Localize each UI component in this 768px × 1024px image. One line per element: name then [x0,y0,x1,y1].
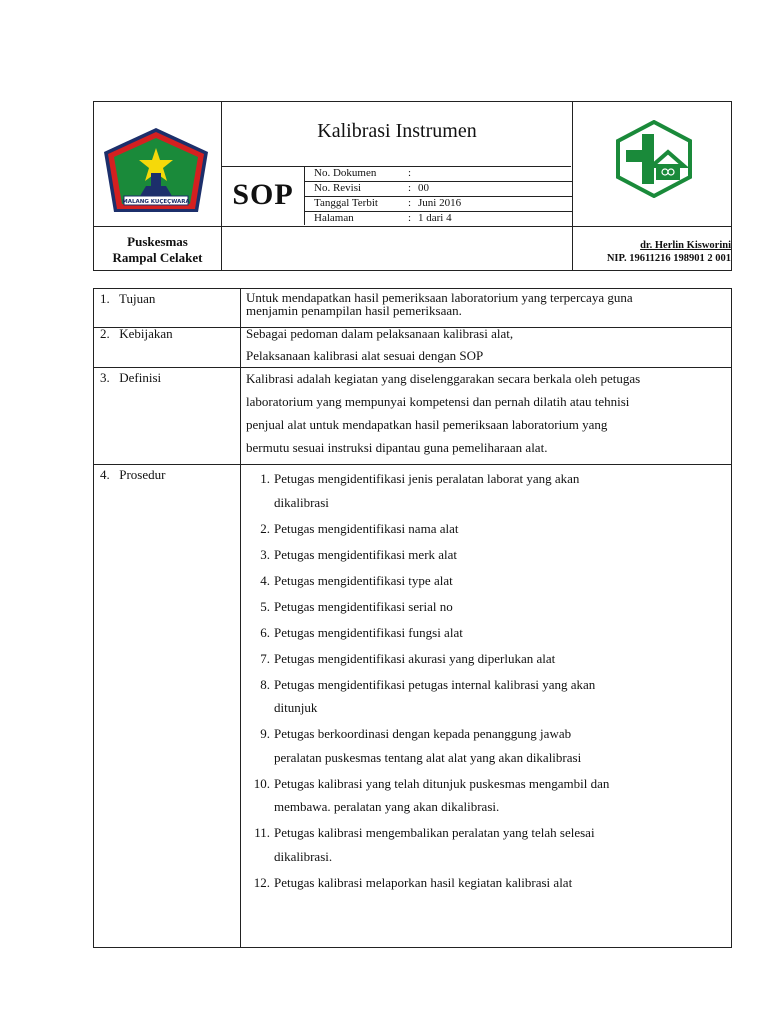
sop-label: SOP [232,178,294,211]
text-line: Sebagai pedoman dalam pelaksanaan kalibrasi alat, [246,326,514,341]
meta-value: 00 [418,182,429,194]
text-line: Kalibrasi adalah kegiatan yang diselenggarakan secara berkala oleh petugas [246,371,641,386]
meta-label: No. Revisi [314,182,362,194]
section-label-definisi [100,370,161,386]
organization-line: Puskesmas [127,234,188,249]
meta-row-document-number [312,166,572,181]
step-number: 7. [260,650,270,666]
step-line: Petugas mengidentifikasi serial no [274,598,453,614]
step-number: 4. [260,572,270,588]
section-label-kebijakan [100,326,173,342]
section-number: 2. [100,326,110,341]
step-number: 3. [260,546,270,562]
step-line: ditunjuk [274,700,318,715]
section-text-tujuan [246,291,726,317]
signer-block [573,239,731,265]
step-line: Petugas mengidentifikasi akurasi yang diperlukan alat [274,650,556,666]
step-line: Petugas mengidentifikasi jenis peralatan laborat yang akan [274,471,580,486]
step-line: Petugas mengidentifikasi nama alat [274,520,459,536]
step-number: 12. [253,874,270,890]
procedure-step [246,772,726,819]
procedure-step [246,871,726,895]
meta-colon: : [408,167,412,179]
step-line: dikalibrasi [274,494,329,510]
step-line: Petugas kalibrasi mengembalikan peralatan yang telah selesai [274,825,595,840]
section-title: Kebijakan [119,326,173,341]
meta-value: 1 dari 4 [418,212,452,224]
step-line: peralatan puskesmas tentang alat alat yang akan dikalibrasi [274,749,582,765]
step-number: 5. [260,598,270,614]
procedure-step [246,569,726,593]
svg-text:MALANG KUÇEÇWARA: MALANG KUÇEÇWARA [122,199,190,205]
procedure-step [246,673,726,720]
section-number: 4. [100,467,110,482]
malang-emblem-logo [100,126,212,216]
meta-colon: : [408,197,412,209]
section-label-tujuan [100,291,155,307]
text-line: laboratorium yang mempunyai kompetensi dan pernah dilatih atau tehnisi [246,394,630,409]
procedure-step [246,595,726,619]
step-line: Petugas mengidentifikasi merk alat [274,546,458,562]
step-number: 8. [260,676,270,692]
meta-row-page [312,211,572,226]
signer-name: dr. Herlin Kisworini [640,240,731,251]
text-line: penjual alat untuk mendapatkan hasil pemeriksaan laboratorium yang [246,417,608,432]
step-line: Petugas mengidentifikasi type alat [274,572,453,588]
step-line: Petugas mengidentifikasi fungsi alat [274,624,463,640]
text-line: Untuk mendapatkan hasil pemeriksaan laboratorium yang terpercaya guna [246,290,633,305]
procedure-step [246,821,726,868]
step-number: 6. [260,624,270,640]
step-number: 10. [253,775,270,791]
meta-row-revision [312,181,572,196]
organization-line: Rampal Celaket [112,250,203,265]
section-title: Definisi [119,370,162,385]
section-text-kebijakan [246,323,726,367]
text-line: bermutu sesuai instruksi dipantau guna pemeliharaan alat. [246,440,548,455]
meta-colon: : [408,212,412,224]
puskesmas-logo [614,120,694,198]
header-divider [94,226,731,227]
procedure-step [246,722,726,769]
step-number: 11. [254,825,270,840]
procedure-step [246,543,726,567]
meta-label: Halaman [314,212,354,224]
step-line: Petugas kalibrasi yang telah ditunjuk puskesmas mengambil dan [274,775,610,791]
section-text-definisi [246,367,726,459]
text-line: Pelaksanaan kalibrasi alat sesuai dengan SOP [246,348,484,363]
section-label-prosedur [100,467,165,483]
procedure-step [246,517,726,541]
meta-colon: : [408,182,412,194]
step-line: dikalibrasi. [274,848,333,864]
document-title: Kalibrasi Instrumen [317,120,477,142]
column-divider [240,289,241,947]
signer-nip: NIP. 19611216 198901 2 001 [606,253,731,264]
section-title: Prosedur [119,467,166,482]
text-line: menjamin penampilan hasil pemeriksaan. [246,303,462,318]
meta-label: No. Dokumen [314,167,377,179]
procedure-step [246,467,726,514]
procedure-step [246,621,726,645]
step-number: 1. [260,471,270,486]
step-line: Petugas kalibrasi melaporkan hasil kegiatan kalibrasi alat [274,874,573,890]
meta-label: Tanggal Terbit [314,197,378,209]
section-number: 1. [100,291,110,306]
sop-content-table [93,288,732,948]
step-line: Petugas mengidentifikasi petugas internal kalibrasi yang akan [274,676,596,692]
step-number: 9. [260,726,270,741]
organization-name [94,234,221,266]
document-header [93,101,732,271]
procedure-step [246,647,726,671]
meta-value: Juni 2016 [418,197,462,209]
meta-row-issue-date [312,196,572,211]
section-title: Tujuan [119,291,156,306]
row-divider [94,464,731,465]
procedure-steps [246,467,726,897]
section-number: 3. [100,370,110,385]
step-line: membawa. peralatan yang akan dikalibrasi. [274,799,500,814]
step-number: 2. [260,520,270,536]
step-line: Petugas berkoordinasi dengan kepada penanggung jawab [274,726,572,741]
